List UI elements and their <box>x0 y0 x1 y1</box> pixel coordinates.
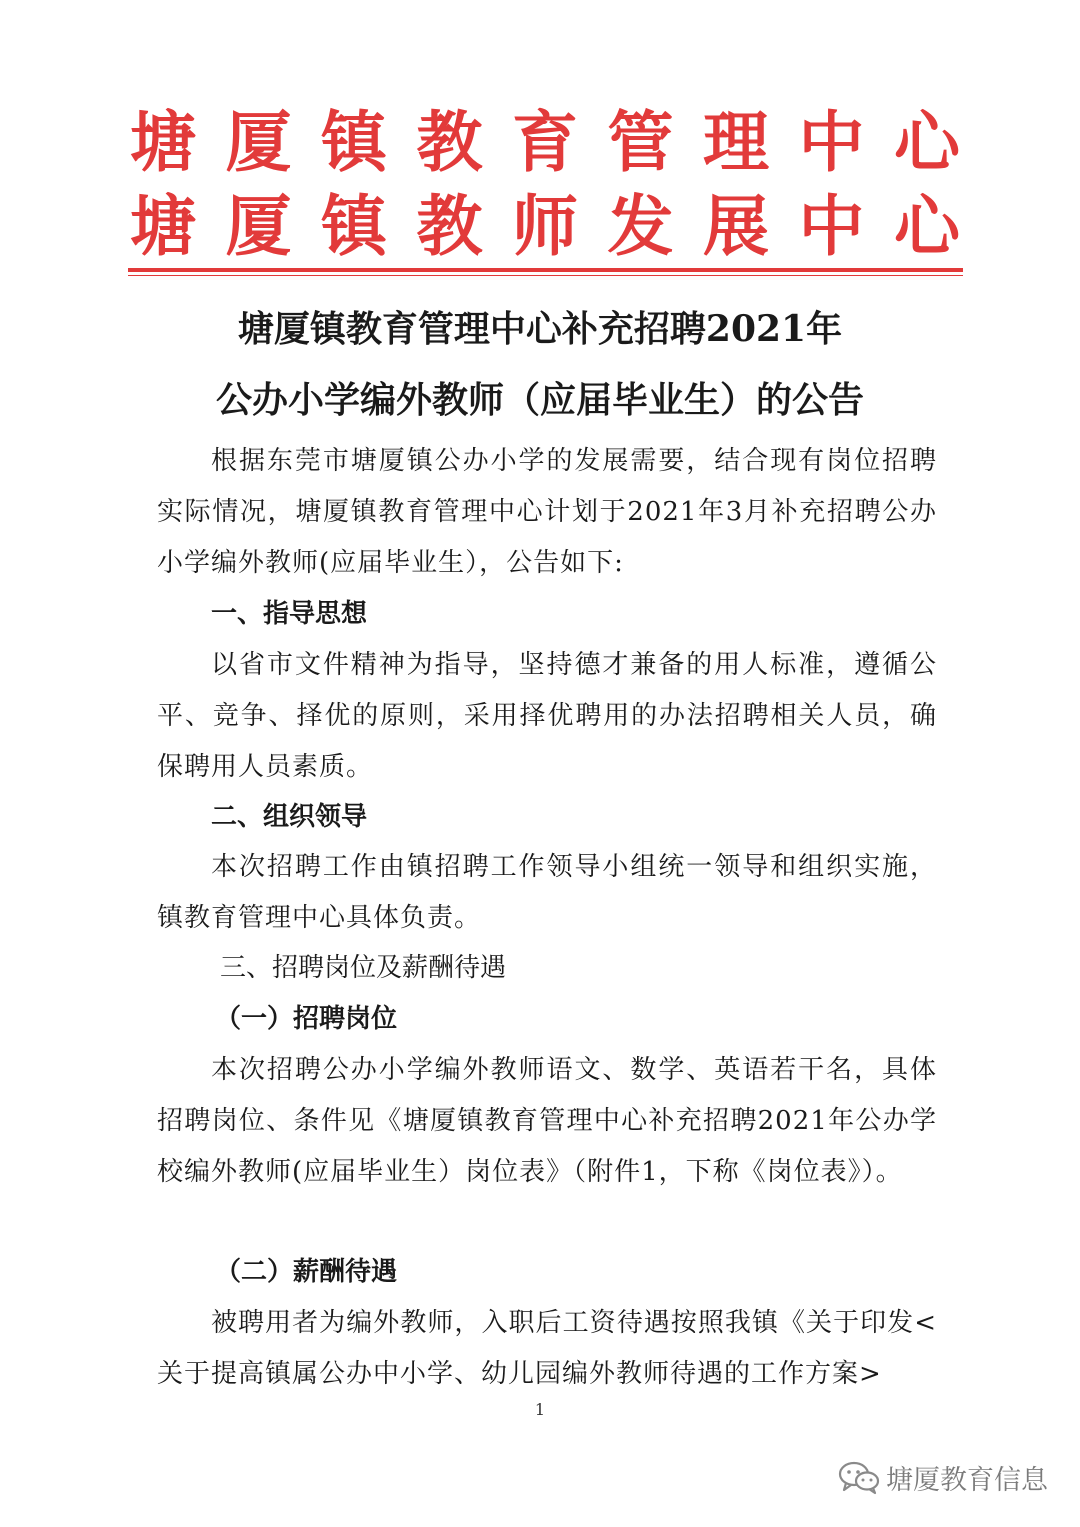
section-1-paragraph: 以省市文件精神为指导，坚持德才兼备的用人标准，遵循公平、竞争、择优的原则，采用择优聘用的办法招聘相关人员，确保聘用人员素质。 <box>157 650 937 782</box>
header-org-line-1: 塘厦镇教育管理中心 <box>130 103 960 181</box>
section-2-paragraph: 本次招聘工作由镇招聘工作领导小组统一领导和组织实施，镇教育管理中心具体负责。 <box>157 852 937 933</box>
red-header-rule-thin <box>128 275 963 276</box>
subsection-2-heading: （二）薪酬待遇 <box>215 1257 398 1287</box>
subsection-1-paragraph: 本次招聘公办小学编外教师语文、数学、英语若干名，具体招聘岗位、条件见《塘厦镇教育管理中心补充招聘2021年公办学校编外教师(应届毕业生）岗位表》（附件1，下称《岗位表》）。 <box>157 1055 937 1187</box>
section-3-heading: 三、招聘岗位及薪酬待遇 <box>220 953 507 983</box>
section-2-heading: 二、组织领导 <box>211 802 368 832</box>
red-header-rule-thick <box>128 268 963 272</box>
watermark-text: 塘厦教育信息 <box>886 1464 1048 1496</box>
subsection-2-paragraph: 被聘用者为编外教师，入职后工资待遇按照我镇《关于印发<关于提高镇属公办中小学、幼儿园编外教师待遇的工作方案> <box>157 1308 937 1389</box>
subsection-1-heading: （一）招聘岗位 <box>215 1004 398 1034</box>
wechat-watermark <box>838 1455 1048 1499</box>
document-title-line-1: 塘厦镇教育管理中心补充招聘2021年 <box>237 308 843 350</box>
wechat-icon <box>838 1459 880 1495</box>
section-1-heading: 一、指导思想 <box>211 599 368 629</box>
document-title-line-2: 公办小学编外教师（应届毕业生）的公告 <box>215 379 864 421</box>
header-org-line-2: 塘厦镇教师发展中心 <box>130 187 960 265</box>
intro-paragraph: 根据东莞市塘厦镇公办小学的发展需要，结合现有岗位招聘实际情况，塘厦镇教育管理中心计划于2021年3月补充招聘公办小学编外教师(应届毕业生），公告如下: <box>157 446 937 578</box>
page-number: 1 <box>534 1400 546 1419</box>
